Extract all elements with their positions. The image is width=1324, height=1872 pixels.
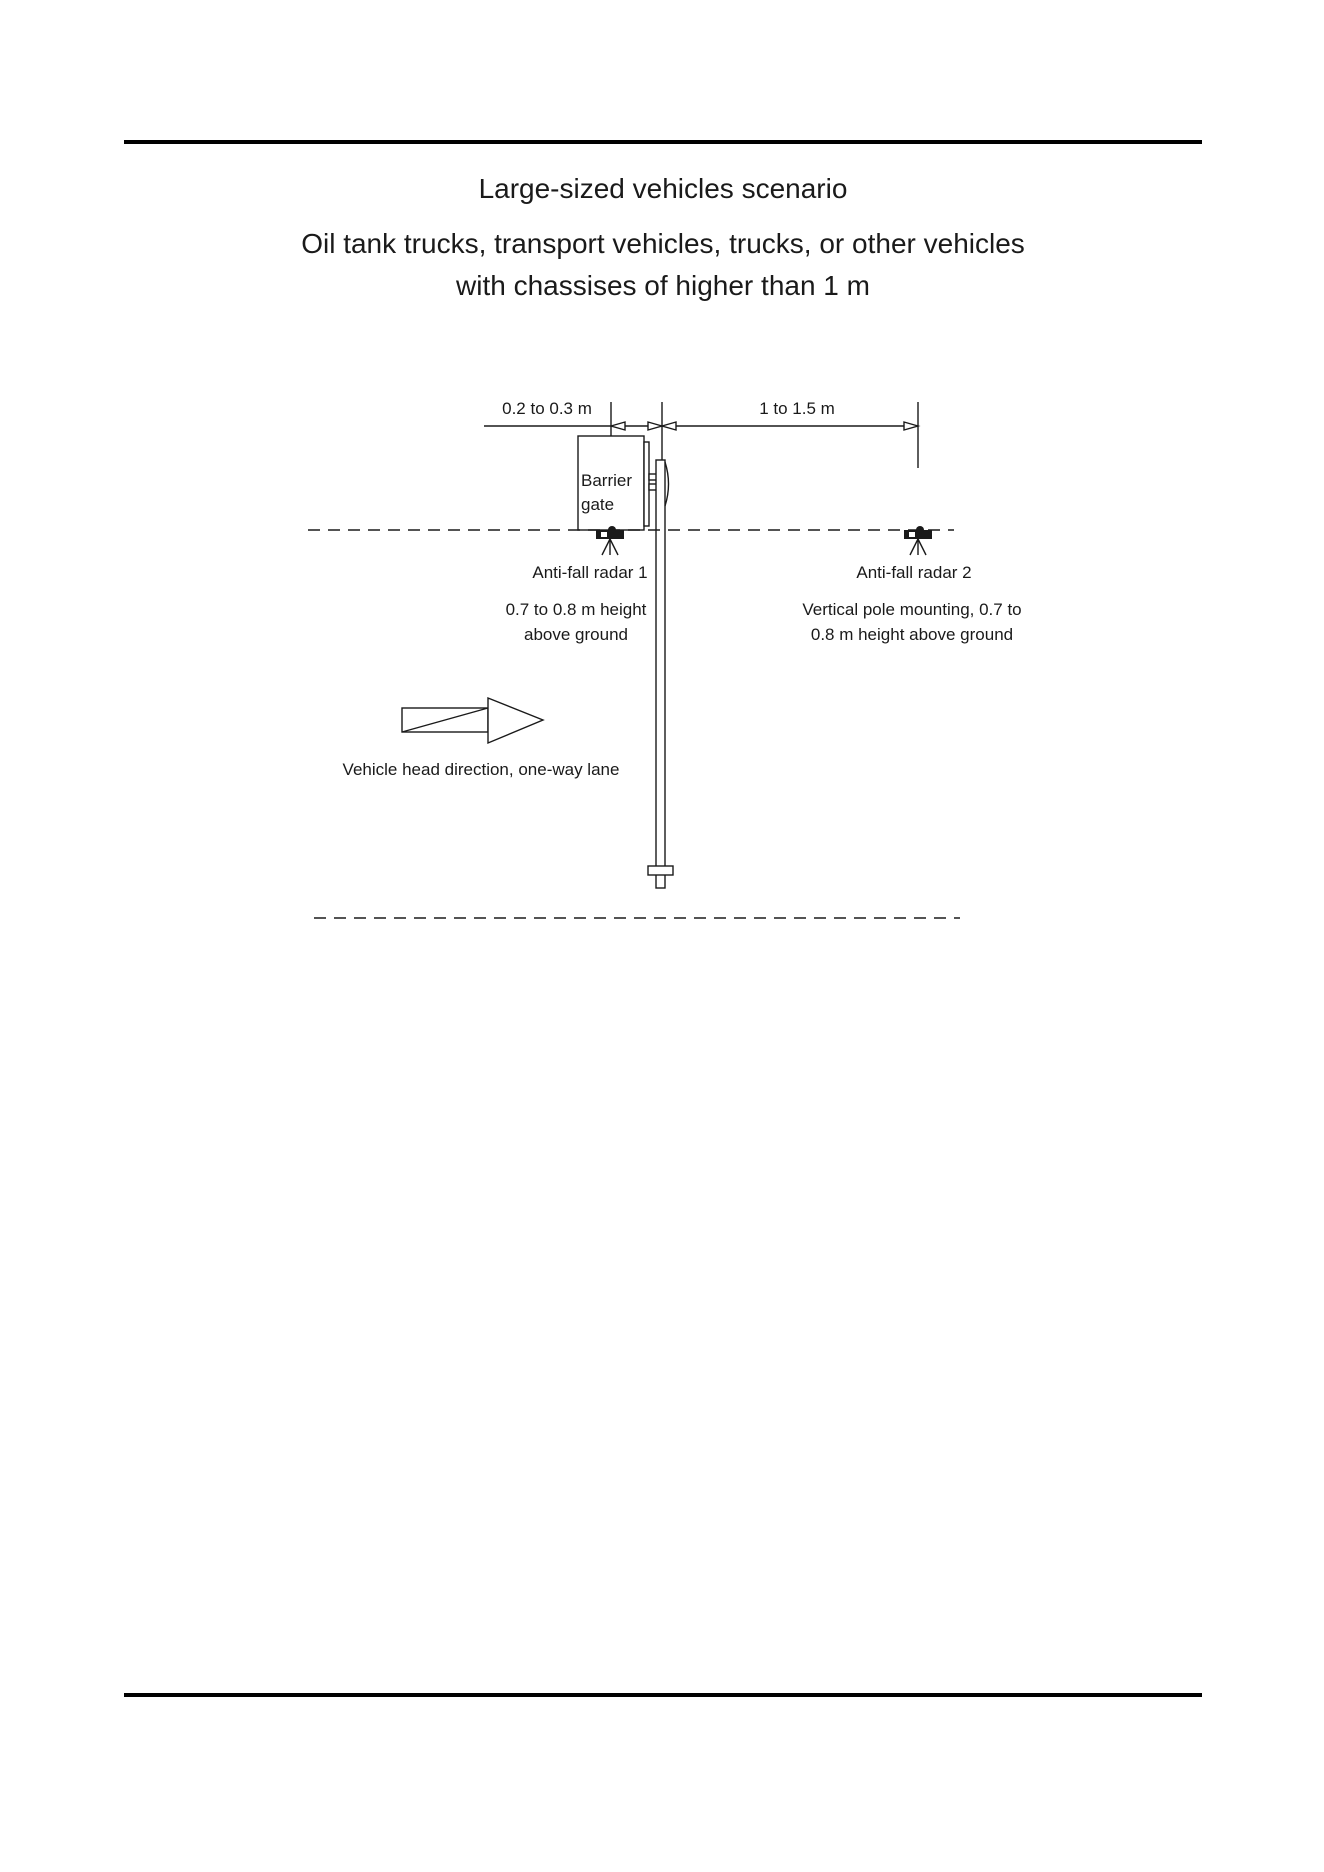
radar-1-height-line-1: 0.7 to 0.8 m height <box>505 600 647 619</box>
barrier-gate-label-1: Barrier <box>581 471 633 490</box>
direction-arrow-icon <box>402 698 543 743</box>
radar-1-icon <box>596 526 624 555</box>
subtitle-line-1: Oil tank trucks, transport vehicles, trucks, or other vehicles <box>301 228 1025 259</box>
bottom-rule <box>124 1693 1202 1697</box>
subtitle-line-2: with chassises of higher than 1 m <box>456 270 870 301</box>
dimension-left-label: 0.2 to 0.3 m <box>502 399 592 418</box>
dimension-right-label: 1 to 1.5 m <box>759 399 835 418</box>
radar-1-height-line-2: above ground <box>524 625 628 644</box>
radar-2-label: Anti-fall radar 2 <box>856 563 972 582</box>
barrier-gate-label-2: gate <box>581 495 615 514</box>
radar-2-mount-line-2: 0.8 m height above ground <box>810 625 1014 644</box>
page-title: Large-sized vehicles scenario <box>478 173 848 204</box>
radar-2-icon <box>904 526 932 555</box>
direction-label: Vehicle head direction, one-way lane <box>342 760 620 779</box>
radar-1-label: Anti-fall radar 1 <box>532 563 648 582</box>
boom-arm <box>648 460 673 888</box>
radar-2-mount-line-1: Vertical pole mounting, 0.7 to <box>802 600 1022 619</box>
